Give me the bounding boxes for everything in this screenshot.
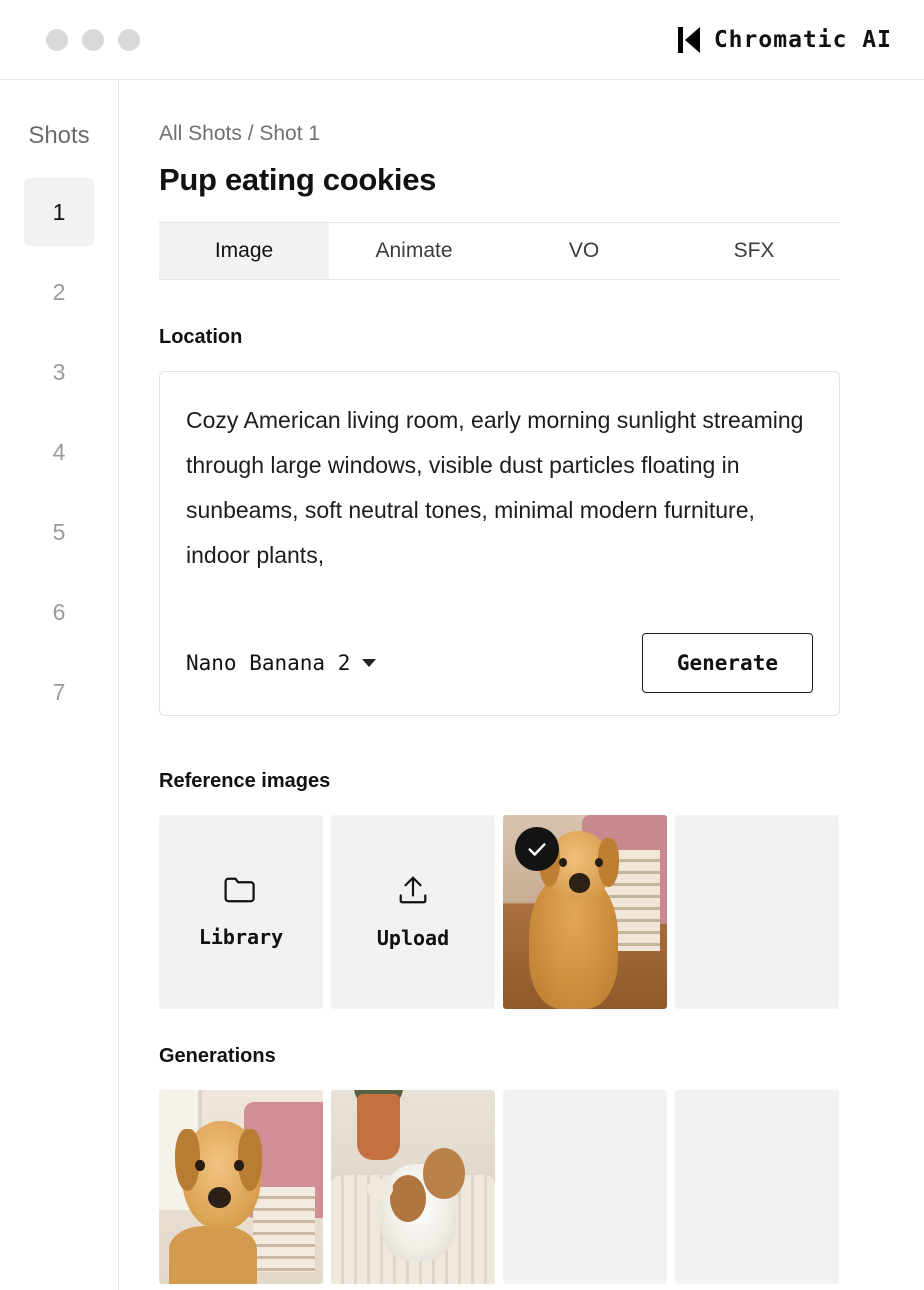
location-label: Location [159, 326, 243, 348]
tab-image[interactable]: Image [159, 223, 329, 279]
page-title: Pup eating cookies [159, 162, 437, 197]
reference-images-label: Reference images [159, 770, 331, 792]
generation-empty-slot-1 [503, 1090, 667, 1284]
chromatic-logo-icon [678, 27, 700, 53]
generation-photo-puppy-sofa [159, 1090, 323, 1284]
generations-label: Generations [159, 1045, 276, 1067]
sidebar-item-shot-1[interactable]: 1 [24, 178, 94, 246]
generate-button[interactable]: Generate [642, 633, 813, 693]
brand-name: Chromatic AI [713, 26, 892, 53]
sidebar-item-shot-7[interactable]: 7 [52, 678, 66, 705]
generation-empty-slot-2 [675, 1090, 839, 1284]
title-bar [0, 0, 924, 80]
upload-label: Upload [376, 925, 450, 950]
brand [678, 27, 892, 53]
prompt-footer [186, 633, 813, 693]
generation-thumbnail-1[interactable] [159, 1090, 323, 1284]
main-content [119, 80, 924, 1290]
shot-tabs [159, 222, 840, 280]
window-maximize-dot[interactable] [118, 29, 140, 51]
library-cell[interactable] [159, 815, 323, 1009]
model-select[interactable] [186, 651, 376, 675]
generation-photo-puppy-rug [331, 1090, 495, 1284]
generation-thumbnail-2[interactable] [331, 1090, 495, 1284]
window-controls[interactable] [46, 29, 140, 51]
reference-empty-slot [675, 815, 839, 1009]
shot-list [0, 178, 118, 726]
sidebar-item-shot-6[interactable]: 6 [52, 598, 66, 625]
app-body [0, 80, 924, 1290]
tab-animate[interactable]: Animate [375, 239, 453, 262]
folder-icon [224, 876, 258, 909]
tab-sfx[interactable]: SFX [733, 239, 775, 262]
breadcrumb[interactable]: All Shots / Shot 1 [159, 122, 321, 145]
library-label: Library [198, 924, 284, 949]
generations-grid [159, 1090, 840, 1284]
sidebar-item-shot-3[interactable]: 3 [52, 358, 66, 385]
window-close-dot[interactable] [46, 29, 68, 51]
reference-image-thumbnail[interactable] [503, 815, 667, 1009]
sidebar [0, 80, 119, 1290]
sidebar-item-shot-4[interactable]: 4 [52, 438, 66, 465]
upload-icon [397, 875, 429, 910]
selected-check-icon [515, 827, 559, 871]
tab-vo[interactable]: VO [568, 239, 600, 262]
sidebar-item-shot-2[interactable]: 2 [52, 278, 66, 305]
window-minimize-dot[interactable] [82, 29, 104, 51]
sidebar-title: Shots [28, 122, 90, 149]
chevron-down-icon [362, 659, 376, 667]
upload-cell[interactable] [331, 815, 495, 1009]
location-prompt-card [159, 371, 840, 716]
reference-images-grid [159, 815, 840, 1009]
sidebar-item-shot-5[interactable]: 5 [52, 518, 66, 545]
location-prompt-input[interactable]: Cozy American living room, early morning sunlight streaming through large windows, visible dust particles floating in sunbeams, soft neutral tones, minimal modern furniture, indoor plants, [186, 407, 804, 568]
model-select-value: Nano Banana 2 [186, 651, 351, 675]
